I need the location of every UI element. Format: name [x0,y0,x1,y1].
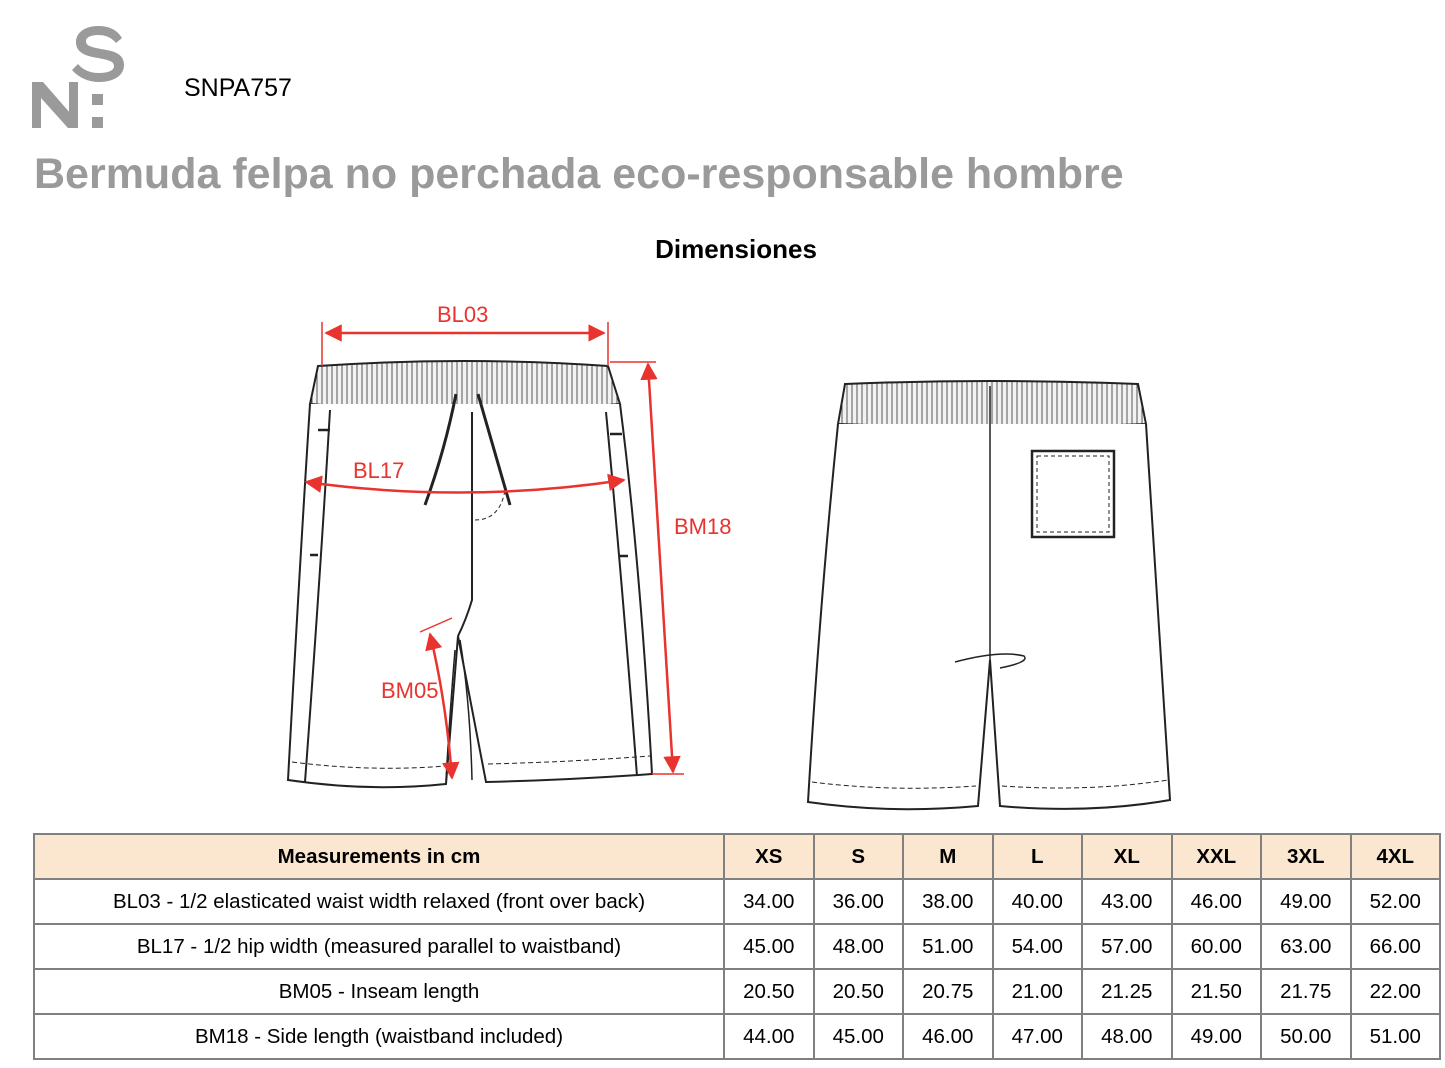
table-cell: 46.00 [903,1014,993,1059]
table-cell: 48.00 [1082,1014,1172,1059]
table-row [34,924,1440,969]
table-cell: 20.50 [814,969,904,1014]
table-cell: 60.00 [1172,924,1262,969]
table-cell: 49.00 [1172,1014,1262,1059]
table-cell: 50.00 [1261,1014,1351,1059]
table-cell: 46.00 [1172,879,1262,924]
back-view [808,381,1170,809]
header-size: XS [724,834,814,879]
header-size: 4XL [1351,834,1441,879]
table-cell: 48.00 [814,924,904,969]
header-measurements: Measurements in cm [34,834,724,879]
header-size: XXL [1172,834,1262,879]
table-row [34,969,1440,1014]
label-bl03: BL03 [437,302,489,327]
table-cell: 21.50 [1172,969,1262,1014]
table-cell: 52.00 [1351,879,1441,924]
table-row [34,1014,1440,1059]
table-cell: 51.00 [1351,1014,1441,1059]
table-cell: 38.00 [903,879,993,924]
label-bm18: BM18 [674,514,732,539]
table-cell: 51.00 [903,924,993,969]
table-header-row [34,834,1440,879]
table-cell: 20.75 [903,969,993,1014]
measurement-name: BM18 - Side length (waistband included) [34,1014,724,1059]
table-cell: 57.00 [1082,924,1172,969]
table-cell: 22.00 [1351,969,1441,1014]
table-cell: 21.25 [1082,969,1172,1014]
header-size: XL [1082,834,1172,879]
table-cell: 45.00 [814,1014,904,1059]
front-view [288,361,652,787]
table-cell: 47.00 [993,1014,1083,1059]
table-cell: 20.50 [724,969,814,1014]
label-bm05: BM05 [381,678,439,703]
table-cell: 21.75 [1261,969,1351,1014]
header-size: S [814,834,904,879]
table-cell: 49.00 [1261,879,1351,924]
section-title: Dimensiones [655,234,817,264]
shorts-technical-drawing [270,290,1200,820]
table-cell: 63.00 [1261,924,1351,969]
table-cell: 40.00 [993,879,1083,924]
label-bl17: BL17 [353,458,405,483]
table-cell: 66.00 [1351,924,1441,969]
measurement-name: BL17 - 1/2 hip width (measured parallel to waistband) [34,924,724,969]
table-cell: 54.00 [993,924,1083,969]
size-table [33,833,1441,1060]
header-size: L [993,834,1083,879]
table-cell: 36.00 [814,879,904,924]
measurement-name: BM05 - Inseam length [34,969,724,1014]
product-title: Bermuda felpa no perchada eco-responsable hombre [34,150,1124,198]
table-cell: 45.00 [724,924,814,969]
table-cell: 43.00 [1082,879,1172,924]
measurement-name: BL03 - 1/2 elasticated waist width relaxed (front over back) [34,879,724,924]
header-size: M [903,834,993,879]
table-cell: 34.00 [724,879,814,924]
table-cell: 21.00 [993,969,1083,1014]
table-row [34,879,1440,924]
brand-logo [30,22,130,134]
product-code: SNPA757 [184,74,292,102]
header-size: 3XL [1261,834,1351,879]
table-cell: 44.00 [724,1014,814,1059]
